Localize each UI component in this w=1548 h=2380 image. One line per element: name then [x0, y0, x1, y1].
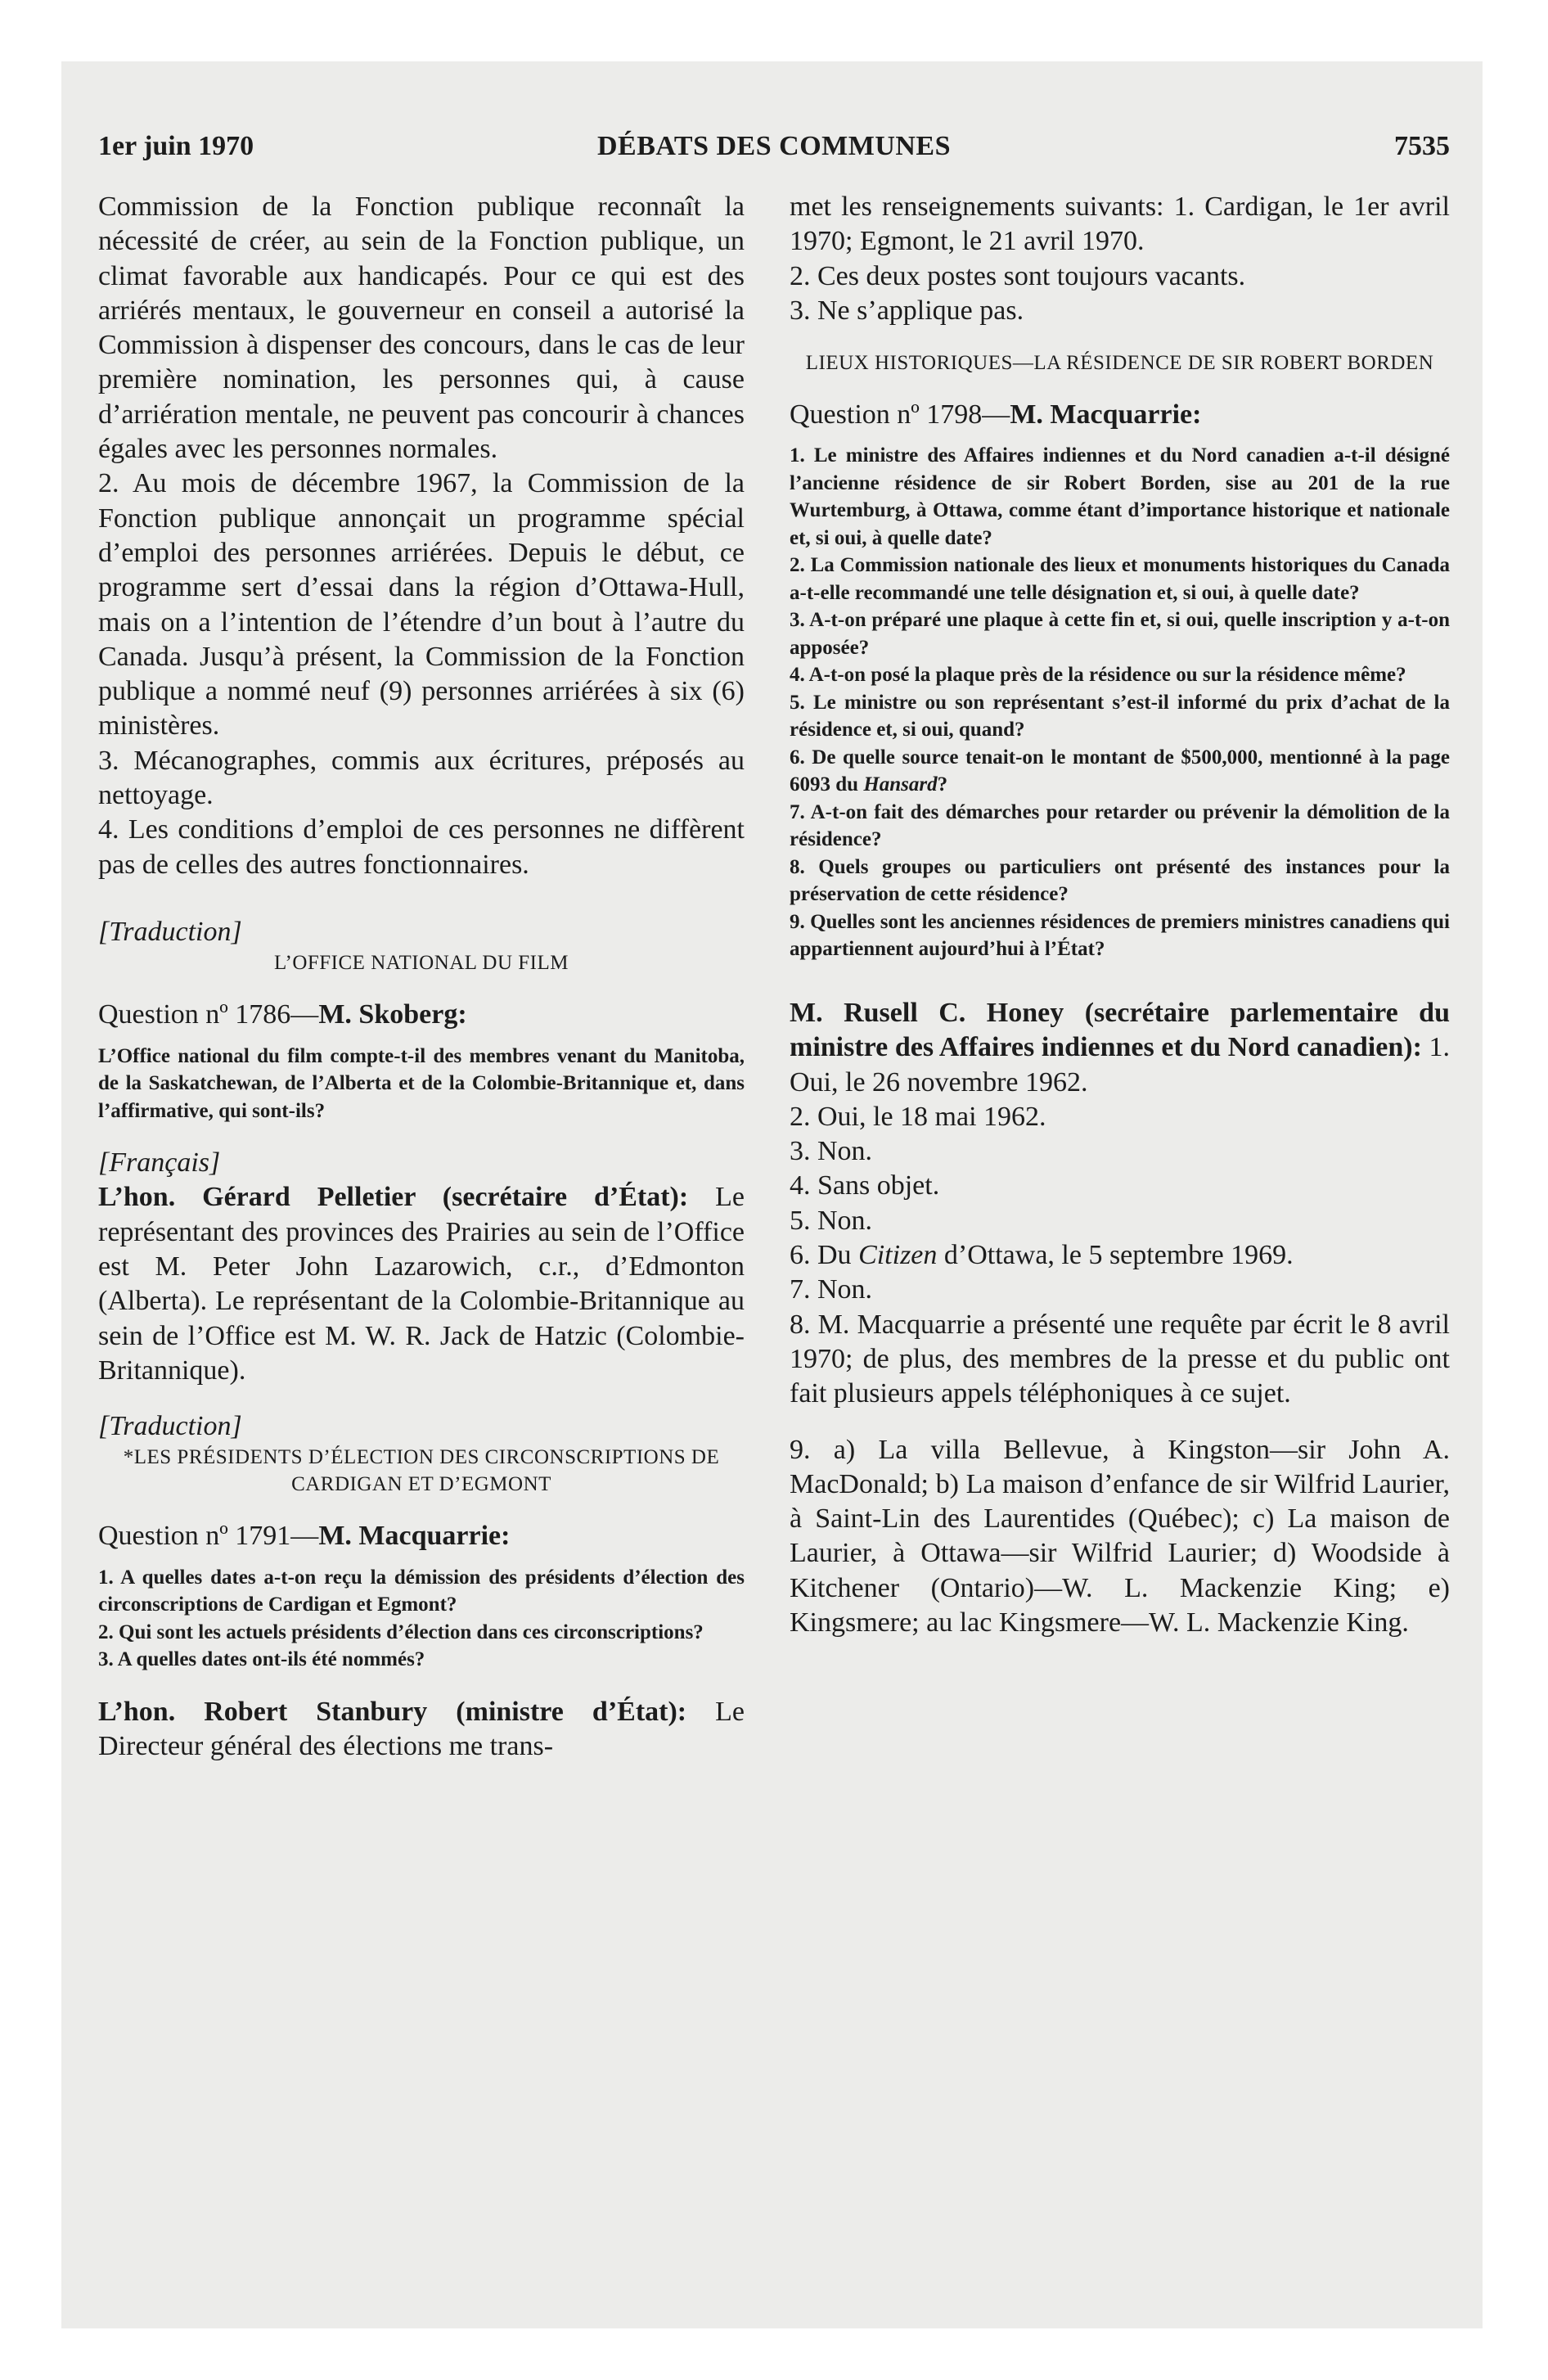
question-text: L’Office national du film compte-t-il des membres venant du Manitoba, de la Saskatchewan, de l’Alberta et de la Colombie-Britannique et, dans l’affirmative, qui sont-ils? [98, 1044, 745, 1122]
paragraph: met les renseignements suivants: 1. Cardigan, le 1er avril 1970; Egmont, le 21 avril 1970. [790, 192, 1450, 257]
question-text: 3. A quelles dates ont-ils été nommés? [98, 1648, 425, 1671]
question-text: 1. A quelles dates a-t-on reçu la démission des présidents d’élection des circonscriptions de Cardigan et Egmont? [98, 1566, 745, 1616]
paragraph: 2. Ces deux postes sont toujours vacants. [790, 260, 1246, 291]
question-heading: Question nº 1798—M. Macquarrie: [790, 399, 1202, 430]
paragraph: 4. Les conditions d’emploi de ces personnes ne diffèrent pas de celles des autres fonctionnaires. [98, 814, 745, 880]
answer-paragraph: L’hon. Robert Stanbury (ministre d’État): Le Directeur général des élections me trans- [98, 1696, 745, 1761]
header-date: 1er juin 1970 [98, 131, 254, 161]
question-text: 2. Qui sont les actuels présidents d’élection dans ces circonscriptions? [98, 1620, 704, 1643]
header-title: DÉBATS DES COMMUNES [596, 131, 952, 161]
section-heading: L’OFFICE NATIONAL DU FILM [274, 952, 569, 975]
question-text: 1. Le ministre des Affaires indiennes et du Nord canadien a-t-il désigné l’ancienne résidence de sir Robert Borden, sise au 201 de la rue Wurtemburg, à Ottawa, comme étant d’importance historique et nationale et, si oui, à quelle date? [790, 444, 1450, 549]
question-text: 2. La Commission nationale des lieux et monuments historiques du Canada a-t-elle recommandé une telle désignation et, si oui, à quelle date? [790, 554, 1450, 604]
question-text: 9. Quelles sont les anciennes résidences de premiers ministres canadiens qui appartiennent aujourd’hui à l’État? [790, 910, 1450, 961]
question-heading: Question nº 1786—M. Skoberg: [98, 999, 467, 1030]
language-tag: [Français] [98, 1147, 221, 1179]
question-text: 6. De quelle source tenait-on le montant de $500,000, mentionné à la page 6093 du Hansard? [790, 746, 1450, 796]
left-column [98, 190, 745, 1764]
page-number: 7535 [1394, 131, 1450, 161]
answer-item: 7. Non. [790, 1274, 873, 1305]
translation-tag: [Traduction] [98, 916, 242, 947]
translation-tag: [Traduction] [98, 1411, 242, 1442]
section-heading: LIEUX HISTORIQUES—LA RÉSIDENCE DE SIR ROBERT BORDEN [805, 352, 1434, 375]
answer-item: 5. Non. [790, 1205, 873, 1236]
question-text: 8. Quels groupes ou particuliers ont présenté des instances pour la préservation de cette résidence? [790, 855, 1450, 906]
right-column [790, 190, 1450, 1640]
section-heading: *LES PRÉSIDENTS D’ÉLECTION DES CIRCONSCRIPTIONS DE CARDIGAN ET D’EGMONT [123, 1446, 720, 1496]
answer-item: 3. Non. [790, 1136, 873, 1167]
question-text: 3. A-t-on préparé une plaque à cette fin et, si oui, quelle inscription y a-t-on apposée? [790, 609, 1450, 659]
paragraph: Commission de la Fonction publique reconnaît la nécessité de créer, au sein de la Fonction publique, un climat favorable aux handicapés. Pour ce qui est des arriérés mentaux, le gouverneur en conseil a autorisé la Commission à dispenser des concours, dans le cas de leur première nomination, les personnes qui, à cause d’arriération mentale, ne peuvent pas concourir à chances égales avec les personnes normales. [98, 192, 745, 465]
page-header [98, 131, 1450, 180]
paragraph: 3. Ne s’applique pas. [790, 295, 1024, 326]
answer-item: 9. a) La villa Bellevue, à Kingston—sir John A. MacDonald; b) La maison d’enfance de sir Wilfrid Laurier, à Saint-Lin des Laurentides (Québec); c) La maison de Laurier, à Ottawa—sir Wilfrid Laurier; d) Woodside à Kitchener (Ontario)—W. L. Mackenzie King; e) Kingsmere; au lac Kingsmere—W. L. Mackenzie King. [790, 1434, 1450, 1639]
answer-paragraph: M. Rusell C. Honey (secrétaire parlementaire du ministre des Affaires indiennes et du Nord canadien): 1. Oui, le 26 novembre 1962. [790, 997, 1450, 1098]
answer-item: 4. Sans objet. [790, 1170, 940, 1201]
question-text: 7. A-t-on fait des démarches pour retarder ou prévenir la démolition de la résidence? [790, 800, 1450, 851]
question-text: 5. Le ministre ou son représentant s’est-il informé du prix d’achat de la résidence et, si oui, quand? [790, 691, 1450, 741]
paragraph: 2. Au mois de décembre 1967, la Commission de la Fonction publique annonçait un programme spécial d’emploi des personnes arriérées. Depuis le début, ce programme sert d’essai dans la région d’Ottawa-Hull, mais on a l’intention de l’étendre d’un bout à l’autre du Canada. Jusqu’à présent, la Commission de la Fonction publique a nommé neuf (9) personnes arriérées à six (6) ministères. [98, 468, 745, 741]
question-heading: Question nº 1791—M. Macquarrie: [98, 1521, 511, 1552]
answer-paragraph: L’hon. Gérard Pelletier (secrétaire d’État): Le représentant des provinces des Prairies au sein de l’Office est M. Peter John Lazarowich, c.r., d’Edmonton (Alberta). Le représentant de la Colombie-Britannique au sein de l’Office est M. W. R. Jack de Hatzic (Colombie-Britannique). [98, 1182, 745, 1386]
paragraph: 3. Mécanographes, commis aux écritures, préposés au nettoyage. [98, 745, 745, 811]
answer-item: 8. M. Macquarrie a présenté une requête par écrit le 8 avril 1970; de plus, des membres de la presse et du public ont fait plusieurs appels téléphoniques à ce sujet. [790, 1309, 1450, 1409]
answer-item: 2. Oui, le 18 mai 1962. [790, 1101, 1046, 1132]
question-text: 4. A-t-on posé la plaque près de la résidence ou sur la résidence même? [790, 664, 1406, 687]
answer-item: 6. Du Citizen d’Ottawa, le 5 septembre 1969. [790, 1240, 1294, 1271]
